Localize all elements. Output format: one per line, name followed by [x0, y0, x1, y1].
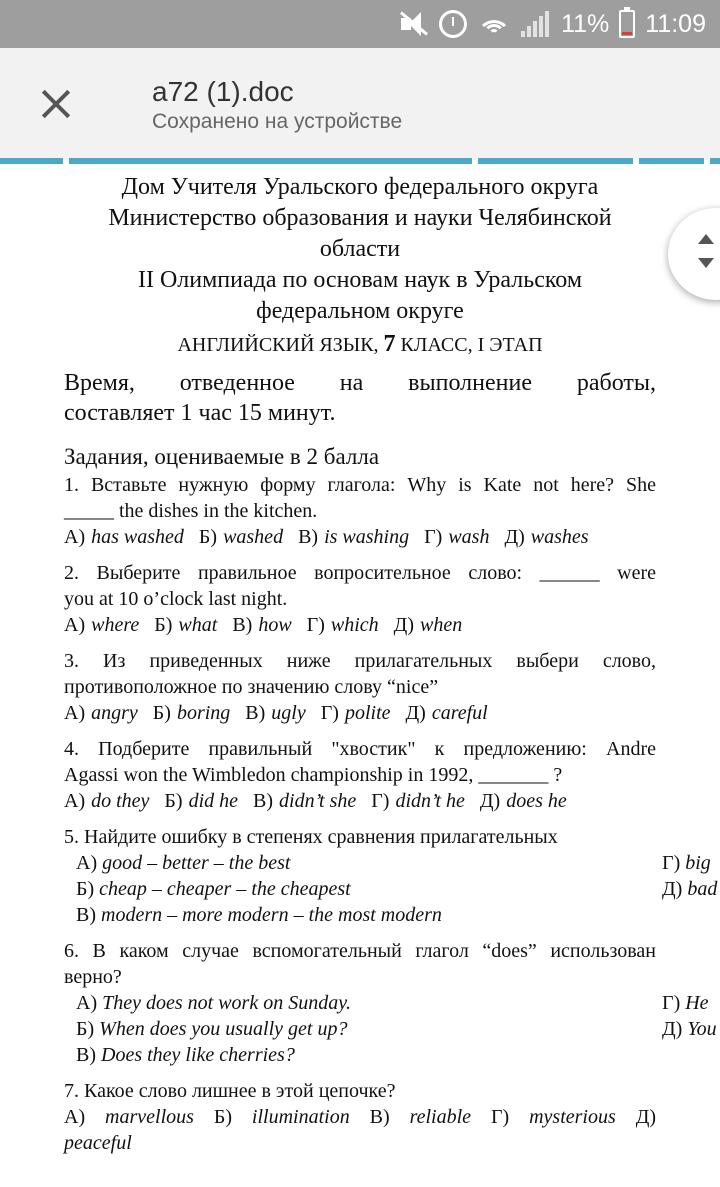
signal-icon — [521, 11, 551, 37]
page-progress-bar — [0, 158, 720, 164]
document-page — [64, 172, 718, 1156]
option-row: А) They does not work on Sunday. Г) He — [76, 992, 709, 1014]
arrow-down-icon — [698, 258, 714, 268]
arrow-up-icon — [698, 234, 714, 244]
section-heading: Задания, оцениваемые в 2 балла — [64, 444, 380, 469]
answer-options: А) has washed Б) washed В) is washing Г) wash Д) washes — [64, 526, 589, 548]
close-icon[interactable] — [36, 84, 76, 124]
answer-options: А) marvellous Б) illumination В) reliable Г) mysterious Д) — [64, 1106, 657, 1128]
document-title: a72 (1).doc — [152, 76, 294, 107]
alarm-icon — [439, 10, 467, 38]
header-line: области — [319, 236, 401, 262]
status-bar — [0, 0, 720, 48]
option-row: Б) When does you usually get up? Д) You — [76, 1018, 717, 1040]
answer-options: А) do they Б) did he В) didn’t she Г) didn’t he Д) does he — [64, 790, 567, 812]
question-2: 2. Выберите правильное вопросительное слово: ______ were you at 10 o’clock last night. А) where Б) what В) how Г) which Д) when — [64, 562, 656, 636]
time-info: Время, отведенное на выполнение работы, составляет 1 час 15 минут. — [64, 370, 656, 426]
doc-header — [64, 172, 656, 327]
wifi-icon — [477, 12, 511, 36]
header-line: II Олимпиада по основам наук в Уральском — [137, 267, 583, 293]
mute-icon — [399, 11, 429, 37]
app-bar — [0, 48, 720, 160]
question-3: 3. Из приведенных ниже прилагательных выбери слово, противоположное по значению слову “nice” А) angry Б) boring В) ugly Г) polite Д) careful — [64, 650, 656, 724]
header-line: Дом Учителя Уральского федерального округа — [121, 174, 599, 200]
question-6: 6. В каком случае вспомогательный глагол “does” использован верно? А) They does not work on Sunday. Г) He Б) When does you usually get up? Д) You В) Does they like cherries? — [64, 940, 717, 1066]
clock: 11:09 — [645, 9, 706, 38]
grade-number: 7 — [383, 331, 396, 357]
scroll-button[interactable] — [668, 208, 720, 300]
option-row: В) modern – more modern – the most modern — [76, 904, 442, 926]
answer-options: А) angry Б) boring В) ugly Г) polite Д) careful — [64, 702, 488, 724]
status-icons — [399, 0, 706, 48]
subject-line: АНГЛИЙСКИЙ ЯЗЫК, 7 КЛАСС, I ЭТАП — [177, 331, 543, 357]
question-4: 4. Подберите правильный "хвостик" к предложению: Andre Agassi won the Wimbledon championship in 1992, _______ ? А) do they Б) did he В) didn’t she Г) didn’t he Д) does he — [64, 738, 656, 812]
option-row: Б) cheap – cheaper – the cheapest Д) bad — [76, 878, 718, 900]
question-1: 1. Вставьте нужную форму глагола: Why is Kate not here? She _____ the dishes in the kitchen. А) has washed Б) washed В) is washing Г) wash Д) washes — [64, 474, 656, 548]
question-5: 5. Найдите ошибку в степенях сравнения прилагательных А) good – better – the best Г) big Б) cheap – cheaper – the cheapest Д) bad В) modern – more modern – the most modern — [64, 826, 718, 926]
question-7: 7. Какое слово лишнее в этой цепочке? А) marvellous Б) illumination В) reliable Г) mysterious Д) peaceful — [64, 1080, 657, 1154]
battery-percent: 11% — [561, 9, 610, 38]
battery-icon — [619, 10, 635, 38]
option-row: А) good – better – the best Г) big — [76, 852, 711, 874]
answer-options: А) where Б) what В) how Г) which Д) when — [64, 614, 463, 636]
header-line: федеральном округе — [256, 298, 464, 324]
document-subtitle: Сохранено на устройстве — [152, 110, 403, 133]
option-row: В) Does they like cherries? — [76, 1044, 295, 1066]
header-line: Министерство образования и науки Челябинской — [108, 205, 612, 231]
